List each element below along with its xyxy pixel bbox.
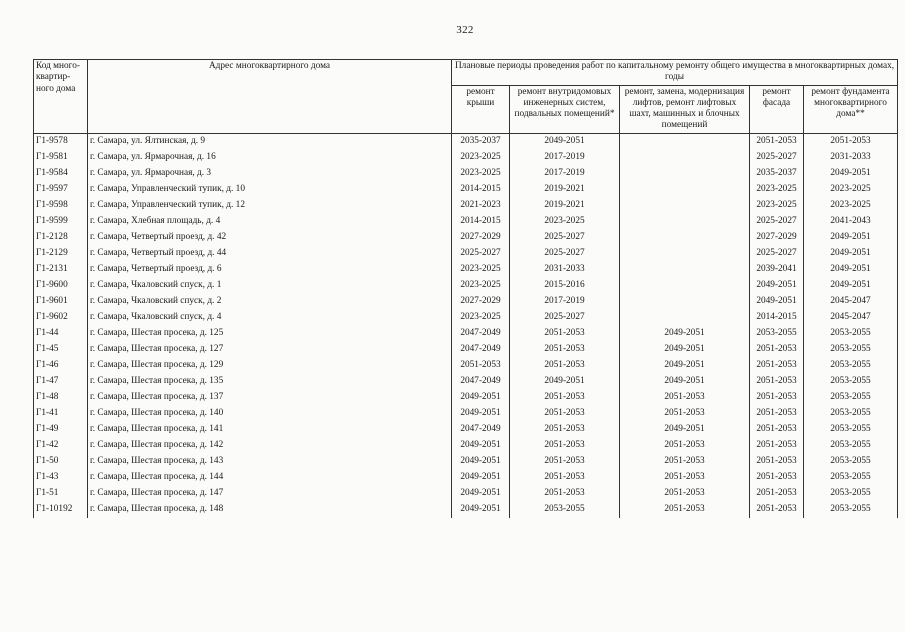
cell-address: г. Самара, Шестая просека, д. 140 bbox=[88, 406, 452, 422]
cell-foundation: 2053-2055 bbox=[804, 454, 898, 470]
cell-code: Г1-9602 bbox=[34, 310, 88, 326]
cell-elevators: 2049-2051 bbox=[620, 342, 750, 358]
cell-roof: 2023-2025 bbox=[452, 310, 510, 326]
header-foundation: ремонт фундамента многоквартирного дома** bbox=[804, 85, 898, 133]
cell-roof: 2049-2051 bbox=[452, 438, 510, 454]
cell-systems: 2019-2021 bbox=[510, 182, 620, 198]
cell-facade: 2039-2041 bbox=[750, 262, 804, 278]
table-row bbox=[34, 230, 898, 246]
header-elevators: ремонт, замена, модернизация лифтов, ремонт лифтовых шахт, машинных и блочных помещений bbox=[620, 85, 750, 133]
cell-roof: 2023-2025 bbox=[452, 150, 510, 166]
cell-foundation: 2051-2053 bbox=[804, 133, 898, 150]
cell-roof: 2049-2051 bbox=[452, 486, 510, 502]
header-code: Код много-квартир-ного дома bbox=[34, 60, 88, 134]
table-row bbox=[34, 166, 898, 182]
header-periods: Плановые периоды проведения работ по капитальному ремонту общего имущества в многоквартирных домах, годы bbox=[452, 60, 898, 86]
cell-code: Г1-43 bbox=[34, 470, 88, 486]
cell-foundation: 2023-2025 bbox=[804, 182, 898, 198]
cell-facade: 2051-2053 bbox=[750, 502, 804, 518]
table-row bbox=[34, 262, 898, 278]
cell-systems: 2051-2053 bbox=[510, 422, 620, 438]
table-row bbox=[34, 454, 898, 470]
table-row bbox=[34, 486, 898, 502]
cell-systems: 2053-2055 bbox=[510, 502, 620, 518]
cell-elevators: 2051-2053 bbox=[620, 438, 750, 454]
cell-code: Г1-2128 bbox=[34, 230, 88, 246]
cell-address: г. Самара, Шестая просека, д. 137 bbox=[88, 390, 452, 406]
cell-code: Г1-10192 bbox=[34, 502, 88, 518]
cell-systems: 2049-2051 bbox=[510, 133, 620, 150]
cell-foundation: 2053-2055 bbox=[804, 406, 898, 422]
cell-systems: 2051-2053 bbox=[510, 470, 620, 486]
cell-foundation: 2023-2025 bbox=[804, 198, 898, 214]
cell-address: г. Самара, Шестая просека, д. 127 bbox=[88, 342, 452, 358]
cell-address: г. Самара, Шестая просека, д. 135 bbox=[88, 374, 452, 390]
cell-facade: 2051-2053 bbox=[750, 486, 804, 502]
cell-address: г. Самара, ул. Ярмарочная, д. 16 bbox=[88, 150, 452, 166]
table-row bbox=[34, 182, 898, 198]
cell-code: Г1-50 bbox=[34, 454, 88, 470]
cell-address: г. Самара, Управленческий тупик, д. 12 bbox=[88, 198, 452, 214]
cell-roof: 2049-2051 bbox=[452, 454, 510, 470]
cell-roof: 2014-2015 bbox=[452, 214, 510, 230]
table-row bbox=[34, 214, 898, 230]
table-row bbox=[34, 438, 898, 454]
cell-address: г. Самара, Четвертый проезд, д. 44 bbox=[88, 246, 452, 262]
cell-facade: 2023-2025 bbox=[750, 198, 804, 214]
header-address: Адрес многоквартирного дома bbox=[88, 60, 452, 134]
cell-address: г. Самара, Управленческий тупик, д. 10 bbox=[88, 182, 452, 198]
cell-roof: 2014-2015 bbox=[452, 182, 510, 198]
table-row bbox=[34, 246, 898, 262]
cell-address: г. Самара, Шестая просека, д. 142 bbox=[88, 438, 452, 454]
cell-elevators: 2051-2053 bbox=[620, 502, 750, 518]
cell-elevators: 2051-2053 bbox=[620, 486, 750, 502]
cell-elevators bbox=[620, 133, 750, 150]
cell-code: Г1-42 bbox=[34, 438, 88, 454]
capital-repair-table bbox=[33, 59, 898, 518]
cell-address: г. Самара, Шестая просека, д. 147 bbox=[88, 486, 452, 502]
cell-code: Г1-48 bbox=[34, 390, 88, 406]
cell-facade: 2049-2051 bbox=[750, 278, 804, 294]
cell-code: Г1-41 bbox=[34, 406, 88, 422]
cell-address: г. Самара, Шестая просека, д. 129 bbox=[88, 358, 452, 374]
cell-elevators bbox=[620, 310, 750, 326]
cell-elevators bbox=[620, 150, 750, 166]
cell-address: г. Самара, Шестая просека, д. 144 bbox=[88, 470, 452, 486]
cell-foundation: 2049-2051 bbox=[804, 278, 898, 294]
table-row bbox=[34, 310, 898, 326]
cell-elevators bbox=[620, 278, 750, 294]
cell-elevators: 2049-2051 bbox=[620, 326, 750, 342]
cell-address: г. Самара, Шестая просека, д. 141 bbox=[88, 422, 452, 438]
cell-elevators: 2051-2053 bbox=[620, 406, 750, 422]
cell-foundation: 2053-2055 bbox=[804, 470, 898, 486]
cell-foundation: 2053-2055 bbox=[804, 486, 898, 502]
cell-code: Г1-9581 bbox=[34, 150, 88, 166]
cell-address: г. Самара, ул. Ялтинская, д. 9 bbox=[88, 133, 452, 150]
table-row bbox=[34, 294, 898, 310]
cell-systems: 2031-2033 bbox=[510, 262, 620, 278]
cell-code: Г1-45 bbox=[34, 342, 88, 358]
cell-foundation: 2049-2051 bbox=[804, 246, 898, 262]
cell-roof: 2027-2029 bbox=[452, 230, 510, 246]
cell-code: Г1-46 bbox=[34, 358, 88, 374]
cell-facade: 2023-2025 bbox=[750, 182, 804, 198]
table-row bbox=[34, 326, 898, 342]
cell-systems: 2051-2053 bbox=[510, 342, 620, 358]
cell-address: г. Самара, Четвертый проезд, д. 42 bbox=[88, 230, 452, 246]
cell-facade: 2014-2015 bbox=[750, 310, 804, 326]
cell-foundation: 2053-2055 bbox=[804, 342, 898, 358]
cell-systems: 2023-2025 bbox=[510, 214, 620, 230]
cell-systems: 2051-2053 bbox=[510, 326, 620, 342]
cell-foundation: 2049-2051 bbox=[804, 262, 898, 278]
cell-foundation: 2031-2033 bbox=[804, 150, 898, 166]
cell-systems: 2051-2053 bbox=[510, 406, 620, 422]
cell-roof: 2047-2049 bbox=[452, 422, 510, 438]
header-roof: ремонт крыши bbox=[452, 85, 510, 133]
cell-facade: 2051-2053 bbox=[750, 422, 804, 438]
cell-facade: 2051-2053 bbox=[750, 342, 804, 358]
cell-systems: 2051-2053 bbox=[510, 358, 620, 374]
cell-roof: 2023-2025 bbox=[452, 278, 510, 294]
table-row bbox=[34, 278, 898, 294]
cell-foundation: 2041-2043 bbox=[804, 214, 898, 230]
cell-foundation: 2049-2051 bbox=[804, 166, 898, 182]
cell-code: Г1-2129 bbox=[34, 246, 88, 262]
cell-code: Г1-9598 bbox=[34, 198, 88, 214]
cell-roof: 2025-2027 bbox=[452, 246, 510, 262]
cell-code: Г1-47 bbox=[34, 374, 88, 390]
cell-code: Г1-9597 bbox=[34, 182, 88, 198]
cell-address: г. Самара, Шестая просека, д. 148 bbox=[88, 502, 452, 518]
cell-facade: 2051-2053 bbox=[750, 454, 804, 470]
cell-facade: 2027-2029 bbox=[750, 230, 804, 246]
table-row bbox=[34, 150, 898, 166]
cell-systems: 2025-2027 bbox=[510, 230, 620, 246]
cell-elevators bbox=[620, 246, 750, 262]
cell-address: г. Самара, Чкаловский спуск, д. 1 bbox=[88, 278, 452, 294]
cell-facade: 2025-2027 bbox=[750, 150, 804, 166]
cell-foundation: 2053-2055 bbox=[804, 502, 898, 518]
cell-roof: 2051-2053 bbox=[452, 358, 510, 374]
cell-address: г. Самара, Шестая просека, д. 125 bbox=[88, 326, 452, 342]
table-row bbox=[34, 406, 898, 422]
cell-facade: 2051-2053 bbox=[750, 133, 804, 150]
cell-code: Г1-51 bbox=[34, 486, 88, 502]
table-row bbox=[34, 198, 898, 214]
cell-address: г. Самара, Чкаловский спуск, д. 2 bbox=[88, 294, 452, 310]
cell-foundation: 2053-2055 bbox=[804, 374, 898, 390]
cell-facade: 2053-2055 bbox=[750, 326, 804, 342]
cell-foundation: 2053-2055 bbox=[804, 358, 898, 374]
cell-foundation: 2053-2055 bbox=[804, 422, 898, 438]
cell-elevators: 2051-2053 bbox=[620, 454, 750, 470]
table-row bbox=[34, 133, 898, 150]
cell-elevators bbox=[620, 230, 750, 246]
cell-facade: 2049-2051 bbox=[750, 294, 804, 310]
cell-elevators bbox=[620, 214, 750, 230]
cell-address: г. Самара, ул. Ярмарочная, д. 3 bbox=[88, 166, 452, 182]
cell-roof: 2049-2051 bbox=[452, 390, 510, 406]
table-row bbox=[34, 502, 898, 518]
cell-elevators bbox=[620, 198, 750, 214]
cell-roof: 2047-2049 bbox=[452, 374, 510, 390]
cell-foundation: 2053-2055 bbox=[804, 326, 898, 342]
cell-code: Г1-2131 bbox=[34, 262, 88, 278]
cell-roof: 2027-2029 bbox=[452, 294, 510, 310]
cell-code: Г1-9600 bbox=[34, 278, 88, 294]
table-row bbox=[34, 390, 898, 406]
cell-address: г. Самара, Четвертый проезд, д. 6 bbox=[88, 262, 452, 278]
cell-elevators: 2049-2051 bbox=[620, 422, 750, 438]
table-row bbox=[34, 374, 898, 390]
cell-address: г. Самара, Шестая просека, д. 143 bbox=[88, 454, 452, 470]
cell-elevators: 2049-2051 bbox=[620, 358, 750, 374]
cell-roof: 2049-2051 bbox=[452, 406, 510, 422]
table-row bbox=[34, 358, 898, 374]
cell-facade: 2051-2053 bbox=[750, 470, 804, 486]
table-row bbox=[34, 342, 898, 358]
table-row bbox=[34, 470, 898, 486]
cell-elevators: 2049-2051 bbox=[620, 374, 750, 390]
cell-foundation: 2053-2055 bbox=[804, 390, 898, 406]
table-body bbox=[34, 133, 898, 518]
cell-systems: 2017-2019 bbox=[510, 150, 620, 166]
cell-facade: 2051-2053 bbox=[750, 374, 804, 390]
cell-address: г. Самара, Чкаловский спуск, д. 4 bbox=[88, 310, 452, 326]
cell-systems: 2051-2053 bbox=[510, 438, 620, 454]
cell-roof: 2023-2025 bbox=[452, 262, 510, 278]
cell-systems: 2025-2027 bbox=[510, 310, 620, 326]
cell-roof: 2049-2051 bbox=[452, 470, 510, 486]
cell-code: Г1-9584 bbox=[34, 166, 88, 182]
cell-facade: 2025-2027 bbox=[750, 214, 804, 230]
cell-systems: 2051-2053 bbox=[510, 454, 620, 470]
header-systems: ремонт внутридомовых инженерных систем, подвальных помещений* bbox=[510, 85, 620, 133]
cell-facade: 2051-2053 bbox=[750, 358, 804, 374]
table-row bbox=[34, 422, 898, 438]
cell-elevators bbox=[620, 166, 750, 182]
cell-systems: 2019-2021 bbox=[510, 198, 620, 214]
header-facade: ремонт фасада bbox=[750, 85, 804, 133]
cell-systems: 2025-2027 bbox=[510, 246, 620, 262]
cell-systems: 2017-2019 bbox=[510, 166, 620, 182]
cell-code: Г1-49 bbox=[34, 422, 88, 438]
cell-roof: 2047-2049 bbox=[452, 326, 510, 342]
cell-facade: 2025-2027 bbox=[750, 246, 804, 262]
cell-facade: 2051-2053 bbox=[750, 438, 804, 454]
cell-elevators bbox=[620, 262, 750, 278]
cell-foundation: 2049-2051 bbox=[804, 230, 898, 246]
cell-systems: 2049-2051 bbox=[510, 374, 620, 390]
cell-code: Г1-9599 bbox=[34, 214, 88, 230]
cell-elevators: 2051-2053 bbox=[620, 390, 750, 406]
cell-code: Г1-9601 bbox=[34, 294, 88, 310]
cell-elevators bbox=[620, 294, 750, 310]
cell-foundation: 2053-2055 bbox=[804, 438, 898, 454]
cell-code: Г1-44 bbox=[34, 326, 88, 342]
cell-roof: 2021-2023 bbox=[452, 198, 510, 214]
cell-roof: 2047-2049 bbox=[452, 342, 510, 358]
cell-systems: 2015-2016 bbox=[510, 278, 620, 294]
cell-systems: 2051-2053 bbox=[510, 390, 620, 406]
cell-roof: 2023-2025 bbox=[452, 166, 510, 182]
cell-elevators: 2051-2053 bbox=[620, 470, 750, 486]
cell-systems: 2017-2019 bbox=[510, 294, 620, 310]
cell-foundation: 2045-2047 bbox=[804, 294, 898, 310]
cell-roof: 2035-2037 bbox=[452, 133, 510, 150]
cell-foundation: 2045-2047 bbox=[804, 310, 898, 326]
cell-code: Г1-9578 bbox=[34, 133, 88, 150]
cell-elevators bbox=[620, 182, 750, 198]
cell-facade: 2051-2053 bbox=[750, 406, 804, 422]
cell-roof: 2049-2051 bbox=[452, 502, 510, 518]
cell-systems: 2051-2053 bbox=[510, 486, 620, 502]
cell-facade: 2035-2037 bbox=[750, 166, 804, 182]
cell-address: г. Самара, Хлебная площадь, д. 4 bbox=[88, 214, 452, 230]
cell-facade: 2051-2053 bbox=[750, 390, 804, 406]
page-number: 322 bbox=[456, 24, 474, 36]
